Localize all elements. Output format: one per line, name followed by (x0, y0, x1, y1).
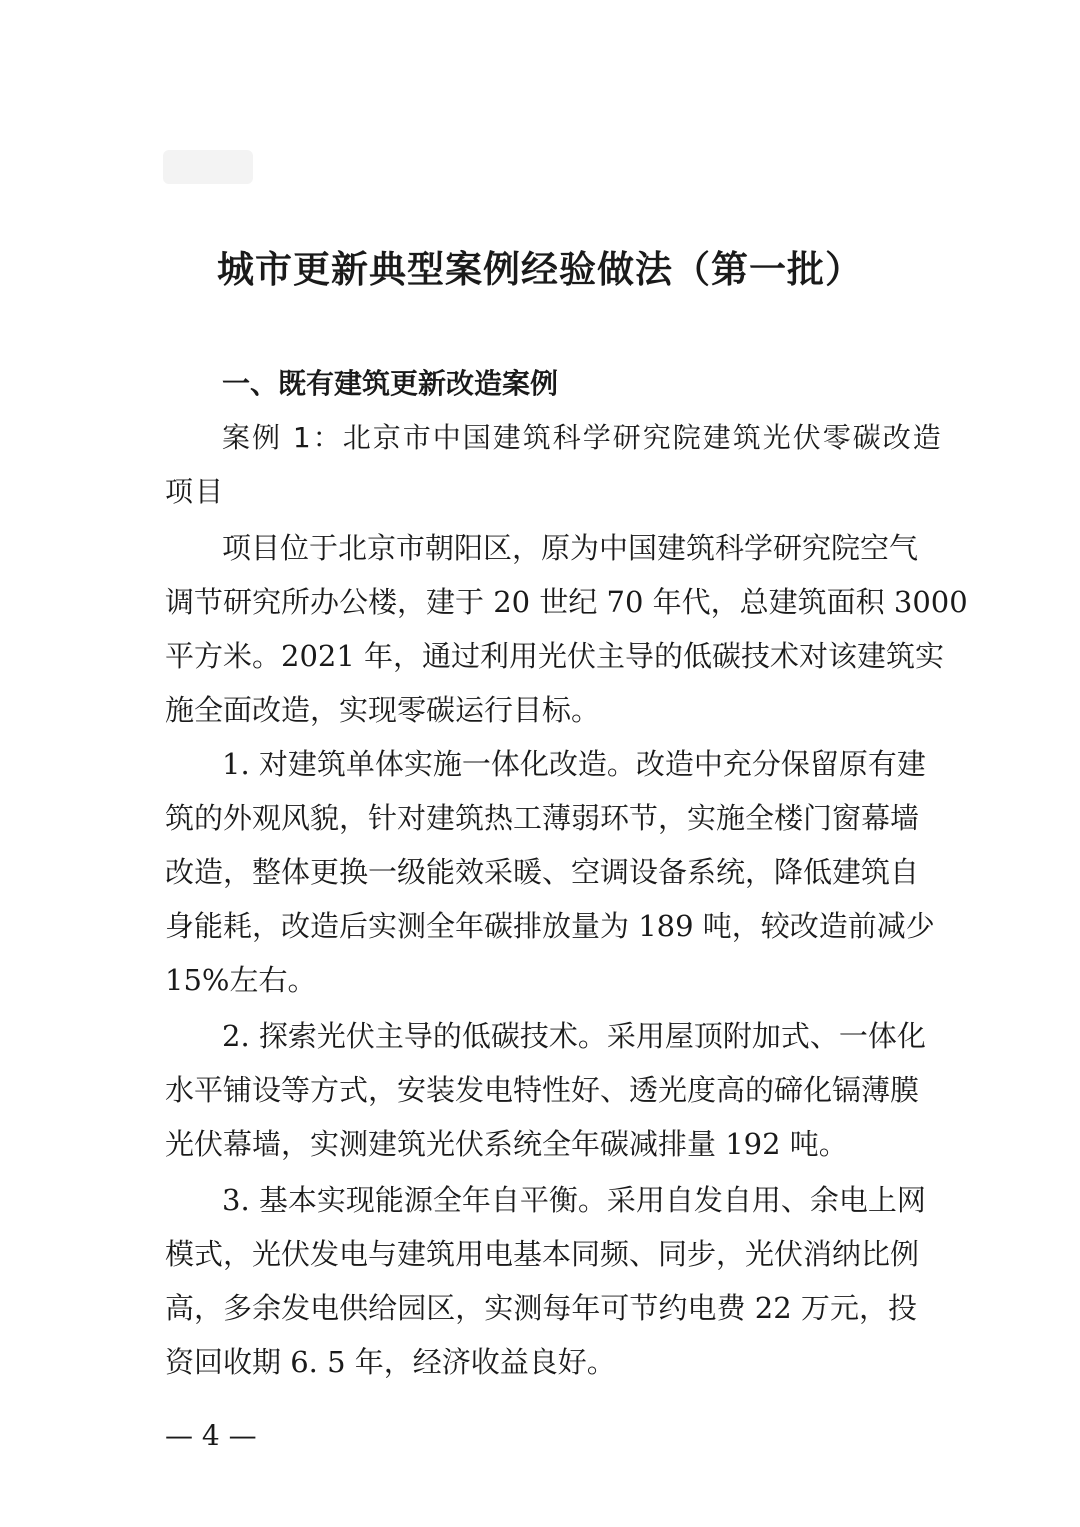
paragraph-line: 光伏幕墙，实测建筑光伏系统全年碳减排量 192 吨。 (165, 1127, 848, 1161)
stamp-smudge (163, 150, 253, 184)
section-heading: 一、既有建筑更新改造案例 (222, 367, 559, 400)
paragraph-line: 平方米。2021 年，通过利用光伏主导的低碳技术对该建筑实 (165, 639, 945, 673)
page-number: — 4 — (165, 1419, 257, 1452)
paragraph-line: 筑的外观风貌，针对建筑热工薄弱环节，实施全楼门窗幕墙 (165, 801, 920, 835)
document-title: 城市更新典型案例经验做法（第一批） (217, 248, 863, 291)
case-title-line-2: 项目 (165, 475, 226, 508)
paragraph-line: 15%左右。 (165, 963, 317, 997)
paragraph-line: 施全面改造，实现零碳运行目标。 (165, 693, 601, 727)
paragraph-line: 高，多余发电供给园区，实测每年可节约电费 22 万元，投 (165, 1291, 917, 1325)
paragraph-line: 2. 探索光伏主导的低碳技术。采用屋顶附加式、一体化 (222, 1019, 926, 1053)
paragraph-line: 调节研究所办公楼，建于 20 世纪 70 年代，总建筑面积 3000 (165, 585, 968, 619)
paragraph-line: 1. 对建筑单体实施一体化改造。改造中充分保留原有建 (222, 747, 926, 781)
paragraph-line: 改造，整体更换一级能效采暖、空调设备系统，降低建筑自 (165, 855, 920, 889)
paragraph-line: 身能耗，改造后实测全年碳排放量为 189 吨，较改造前减少 (165, 909, 935, 943)
paragraph-line: 项目位于北京市朝阳区，原为中国建筑科学研究院空气 (222, 531, 919, 565)
paragraph-line: 模式，光伏发电与建筑用电基本同频、同步，光伏消纳比例 (165, 1237, 920, 1271)
case-title-line-1: 案例 1：北京市中国建筑科学研究院建筑光伏零碳改造 (222, 421, 943, 454)
paragraph-line: 3. 基本实现能源全年自平衡。采用自发自用、余电上网 (222, 1183, 926, 1217)
paragraph-line: 水平铺设等方式，安装发电特性好、透光度高的碲化镉薄膜 (165, 1073, 920, 1107)
paragraph-line: 资回收期 6. 5 年，经济收益良好。 (165, 1345, 616, 1379)
